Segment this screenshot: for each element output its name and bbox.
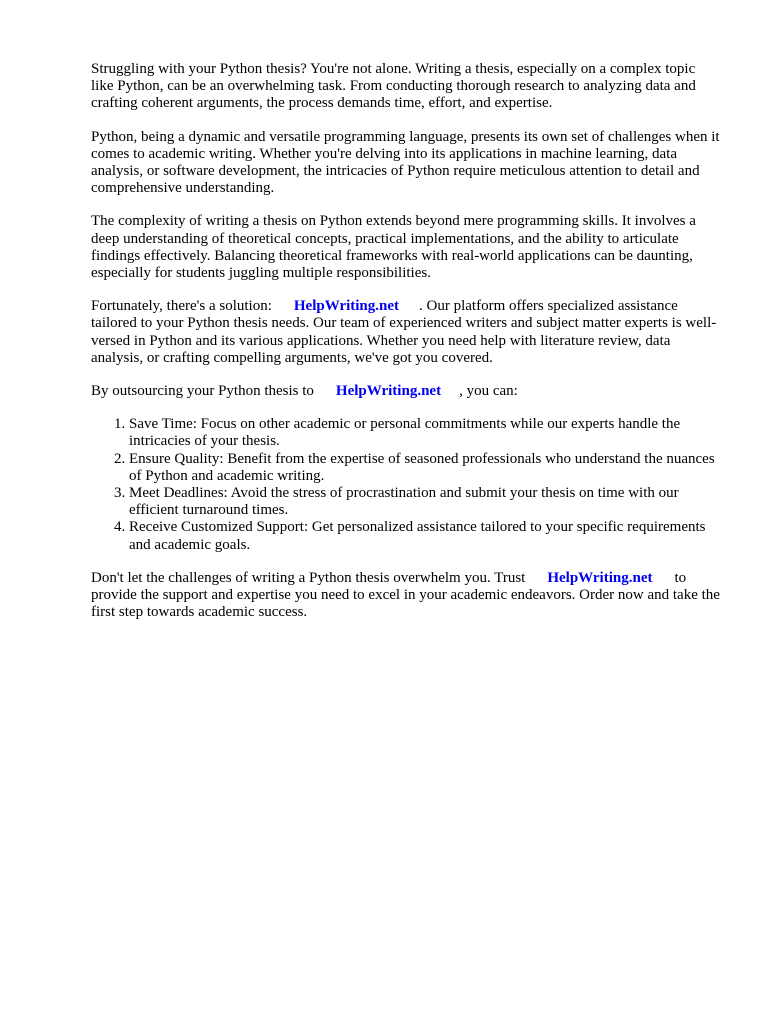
- list-item: 4. Receive Customized Support: Get personalized assistance tailored to your specific requirements and academic goals.: [129, 519, 721, 553]
- benefits-list: [91, 416, 721, 554]
- list-item: 3. Meet Deadlines: Avoid the stress of procrastination and submit your thesis on time with our efficient turnaround times.: [129, 485, 721, 519]
- document-body: [91, 61, 721, 637]
- helpwriting-link-2[interactable]: HelpWriting.net: [335, 383, 442, 400]
- outsourcing-text-before: By outsourcing your Python thesis to: [91, 383, 314, 400]
- helpwriting-link-3[interactable]: HelpWriting.net: [547, 569, 653, 586]
- closing-paragraph: [91, 570, 721, 622]
- list-item: 2. Ensure Quality: Benefit from the expertise of seasoned professionals who understand the nuances of Python and academic writing.: [129, 451, 721, 485]
- list-item: 1. Save Time: Focus on other academic or personal commitments while our experts handle the intricacies of your thesis.: [129, 416, 721, 450]
- complexity-paragraph: The complexity of writing a thesis on Python extends beyond mere programming skills. It involves a deep understanding of theoretical concepts, practical implementations, and the ability to articulate findings effectively. Balancing theoretical frameworks with real-world applications can be daunting, especially for students juggling multiple responsibilities.: [91, 213, 696, 282]
- outsourcing-paragraph: [91, 383, 721, 400]
- outsourcing-text-after: , you can:: [459, 383, 518, 400]
- helpwriting-link-1[interactable]: HelpWriting.net: [293, 298, 400, 315]
- solution-paragraph: [91, 298, 721, 367]
- intro-paragraph: Struggling with your Python thesis? You're not alone. Writing a thesis, especially on a complex topic like Python, can be an overwhelming task. From conducting thorough research to analyzing data and crafting coherent arguments, the process demands time, effort, and expertise.: [91, 61, 696, 112]
- closing-text-before: Don't let the challenges of writing a Python thesis overwhelm you. Trust: [91, 569, 526, 586]
- solution-text-after: . Our platform offers specialized assistance tailored to your Python thesis needs. Our team of experienced writers and subject matter experts is well-versed in Python and its various applications. Whether you need help with literature review, data analysis, or crafting compelling arguments, we've got you covered.: [91, 298, 717, 366]
- python-challenges-paragraph: Python, being a dynamic and versatile programming language, presents its own set of challenges when it comes to academic writing. Whether you're delving into its applications in machine learning, data analysis, or software development, the intricacies of Python require meticulous attention to detail and comprehensive understanding.: [91, 128, 720, 197]
- solution-text-before: Fortunately, there's a solution:: [91, 298, 272, 315]
- closing-text-after: to provide the support and expertise you need to excel in your academic endeavors. Order now and take the first step towards academic success.: [91, 569, 720, 621]
